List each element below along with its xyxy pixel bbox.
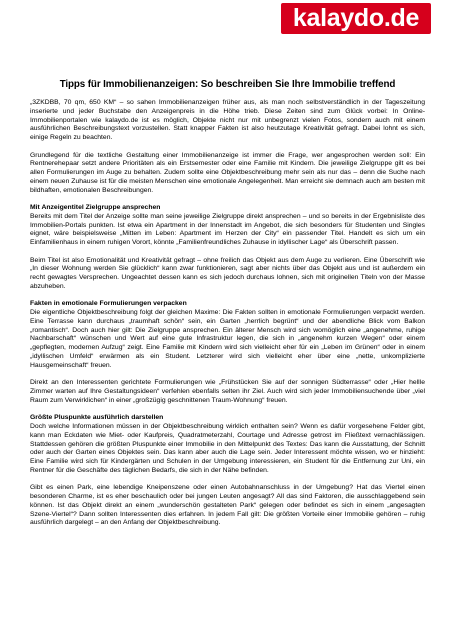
article-title: Tipps für Immobilienanzeigen: So beschreiben Sie Ihre Immobilie treffend — [59, 79, 396, 90]
article-body — [30, 99, 425, 537]
logo-text: kalaydo.de — [292, 4, 420, 32]
section-facts-paragraph-2: Direkt an den Interessenten gerichtete Formulierungen wie „Frühstücken Sie auf der sonnigen Südterrasse“ oder „Hier hellle Zimmer warten auf Ihre Gestaltungsideen“ verfehlen ebenfalls selten ihr Ziel. Auch wird sich jeder Immobiliensuchende über „viel Raum zum Verwirklichen“ in einer „großzügig geschnittenen Traum-Wohnung“ freuen. — [30, 379, 425, 404]
section-facts-paragraph-1: Die eigentliche Objektbeschreibung folgt der gleichen Maxime: Die Fakten sollten in emotionale Formulierungen verpackt werden. Eine Terrasse kann durchaus „traumhaft schön“ sein, ein Garten „herrlich begrünt“ und der abendliche Blick vom Balkon „romantisch“. Doch auch hier gilt: Die Zielgruppe ansprechen. Ein älterer Mensch wird sich womöglich eine „angenehme, ruhige Nachbarschaft“ wünschen und Wert auf eine gute Infrastruktur legen, die sich in „angenehm kurzen Wegen“ oder einem „gepflegten, modernen Aufzug“ zeigt. Eine Familie mit Kindern wird sich vielleicht eher für ein „Leben im Grünen“ oder in einem „idyllischen Umfeld“ erwärmen als ein Student. Letzterer wird sich vielleicht eher über eine „nette, unkomplizierte Hausgemeinschaft“ freuen. — [30, 309, 425, 369]
target-group-paragraph: Grundlegend für die textliche Gestaltung einer Immobilienanzeige ist immer die Frage, wer angesprochen werden soll: Ein Rentnerehepaar setzt andere Prioritäten als ein Erstsemester oder eine Familie mit Kindern. Die jeweilige Zielgruppe gilt es bei allen Formulierungen im Auge zu behalten. Zudem sollte eine Objektbeschreibung mehr sein als nur das – denn die Suche nach einem neuen Zuhause ist für die meisten Menschen eine emotionale Angelegenheit. Man erreicht sie demnach auch am besten mit bildhaften, emotionalen Beschreibungen. — [30, 151, 425, 194]
section-title-paragraph-2: Beim Titel ist also Emotionalität und Kreativität gefragt – ohne freilich das Objekt aus dem Auge zu verlieren. Eine Überschrift wie „In dieser Wohnung werden Sie glücklich“ kann zwar funktionieren, sagt aber nichts über das Objekt aus und ist außerdem ein recht gewagtes Versprechen. Ungeachtet dessen kann es sich jedoch durchaus lohnen, sich mit originellen Titeln von der Masse abzuheben. — [30, 256, 425, 290]
section-title-paragraph-1: Bereits mit dem Titel der Anzeige sollte man seine jeweilige Zielgruppe direkt ansprechen – und so bereits in der Ergebnisliste des Immobilien-Portals punkten. Ist etwa ein Apartment in der Innenstadt im Angebot, die sich besonders für Studenten und Singles eignet, wäre beispielsweise „Mitten im Leben: Apartment im Herzen der City“ ein passender Titel. Handelt es sich um ein Einfamilienhaus in einem ruhigen Vorort, könnte „Familienfreundliches Zuhause in idyllischer Lage“ als Überschrift passen. — [30, 212, 425, 247]
section-pluspoints-paragraph-1: Doch welche Informationen müssen in der Objektbeschreibung wirklich enthalten sein? Wenn es dafür vorgesehene Felder gibt, kann man Eckdaten wie Miet- oder Kaufpreis, Quadratmeterzahl, Courtage und Adresse getrost im Fließtext vernachlässigen. Stattdessen gehören die größten Pluspunkte einer Immobilie in den Mittelpunkt des Textes: Das kann die Ausstattung, der Schnitt oder auch der Garten eines Objektes sein. Das kann aber auch die Lage sein. Jeder Interessent möchte wissen, wo er hinzieht: Eine Familie wird sich für Kindergärten und Schulen in der Umgebung interessieren, ein Student für die Entfernung zur Uni, ein Rentner für die Geschäfte des täglichen Bedarfs, die sich in der Nähe befinden. — [30, 423, 425, 474]
section-heading-pluspoints: Größte Pluspunkte ausführlich darstellen — [30, 414, 164, 422]
kalaydo-logo[interactable] — [281, 3, 431, 34]
intro-paragraph: „3ZKDBB, 70 qm, 650 KM“ – so sahen Immobilienanzeigen früher aus, als man noch selbstverständlich in der Tageszeitung inserierte und jeder Buchstabe den Anzeigenpreis in die Höhe trieb. Diese Zeiten sind zum Glück vorbei: In Online-Immobilienportalen wie kalaydo.de ist es möglich, Objekte nicht nur mit unbegrenzt vielen Fotos, sondern auch mit einem ausführlichen Beschreibungstext vorzustellen. Statt knapper Fakten ist also heutzutage Kreativität gefragt. Dabei lohnt es sich, einige Regeln zu beachten. — [30, 99, 425, 141]
section-heading-title: Mit Anzeigentitel Zielgruppe ansprechen — [30, 204, 161, 212]
section-heading-facts: Fakten in emotionale Formulierungen verpacken — [30, 300, 187, 308]
section-pluspoints-paragraph-2: Gibt es einen Park, eine lebendige Kneipenszene oder einen Autobahnanschluss in der Umgebung? Hat das Viertel einen besonderen Charme, ist es eher beschaulich oder bei jungen Leuten angesagt? All das sind Faktoren, die ausschlaggebend sein können. Ist das Objekt direkt an einem „wunderschön gestalteten Park“ gelegen oder befindet es sich in einem „angesagten Szene-Viertel“? Dann sollten Interessenten dies erfahren. In jedem Fall gilt: Die größten Vorteile einer Immobilie gehören – ruhig ausführlich dargelegt – an den Anfang der Objektbeschreibung. — [30, 484, 425, 527]
